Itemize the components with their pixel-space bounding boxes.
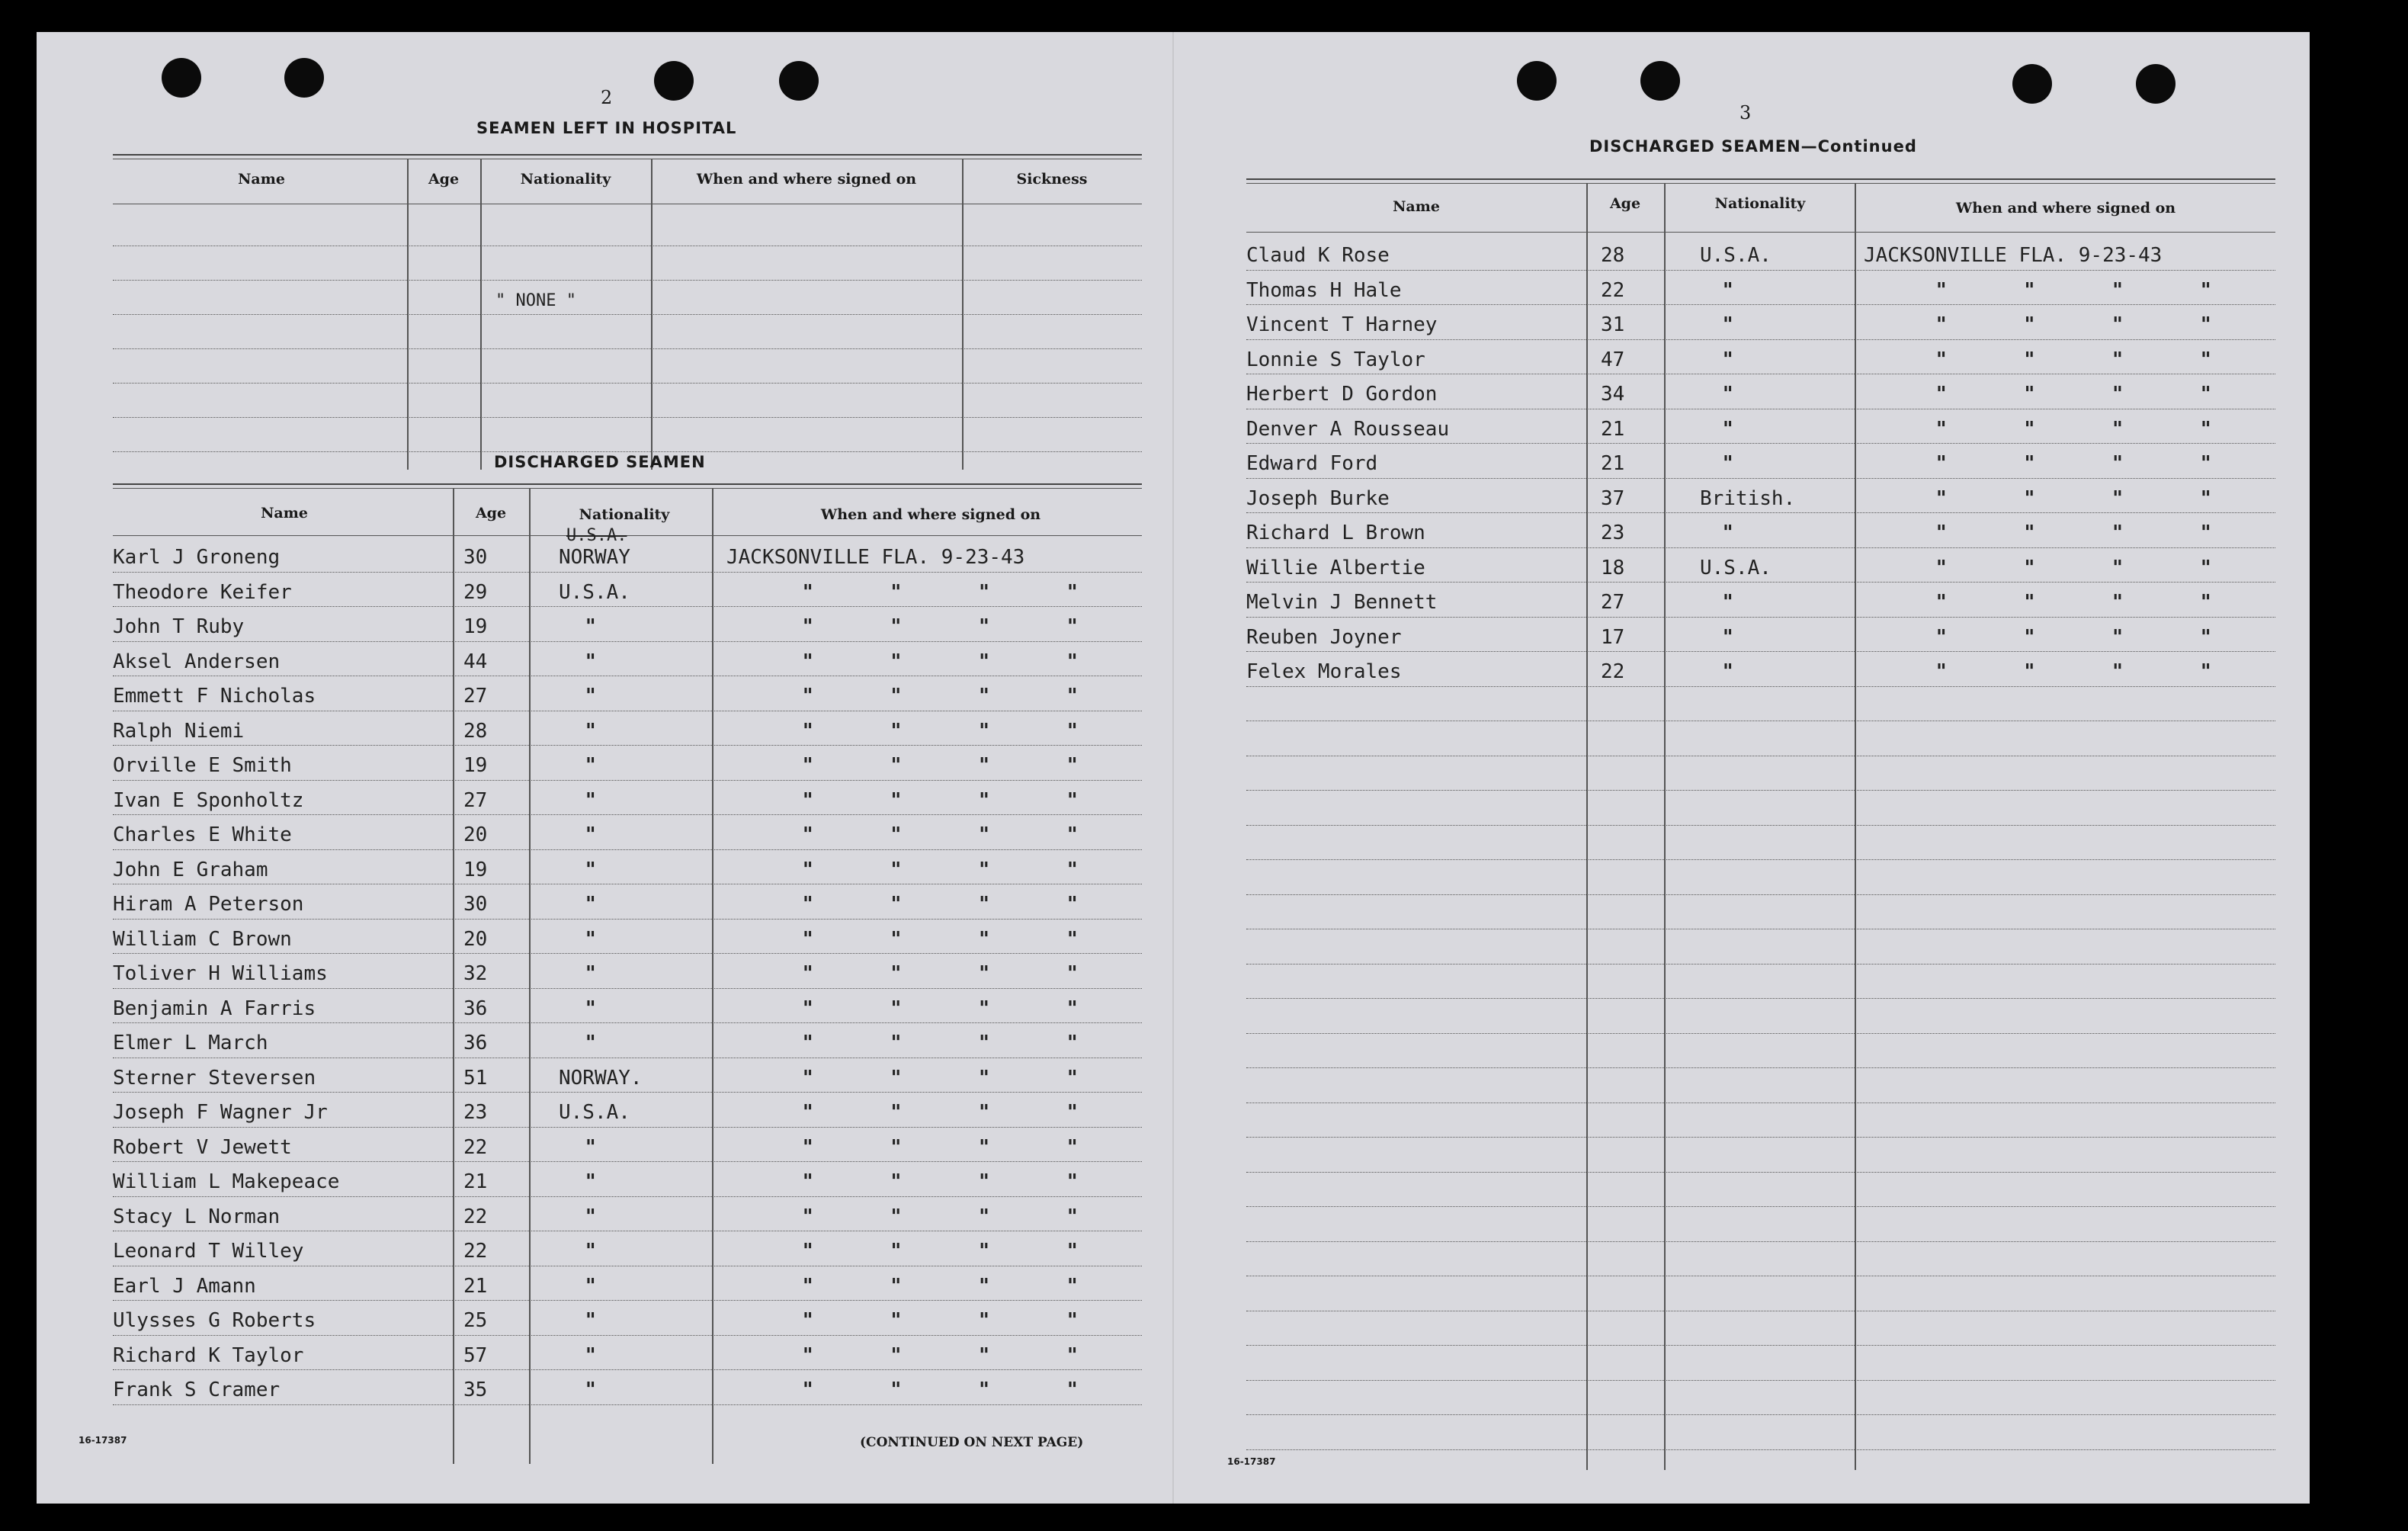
- seaman-signed-on: " " " ": [803, 1309, 1099, 1332]
- seaman-age: 28: [1601, 244, 1625, 267]
- punch-hole: [1517, 61, 1557, 101]
- seaman-signed-on: " " " ": [803, 650, 1099, 673]
- punch-hole: [1640, 61, 1680, 101]
- punch-hole: [654, 61, 694, 101]
- seaman-age: 18: [1601, 556, 1625, 579]
- seaman-signed-on: " " " ": [803, 788, 1099, 812]
- seaman-age: 30: [463, 546, 488, 569]
- nationality-strikeout: [566, 526, 627, 545]
- row-rule: [1246, 617, 2275, 618]
- seaman-signed-on: " " " ": [1936, 591, 2233, 614]
- row-rule: [113, 417, 1142, 418]
- seaman-nationality: ": [585, 823, 596, 846]
- row-rule: [1246, 478, 2275, 479]
- row-rule: [1246, 825, 2275, 826]
- seaman-signed-on: " " " ": [1936, 486, 2233, 510]
- seaman-signed-on: " " " ": [803, 1170, 1099, 1193]
- seaman-signed-on: " " " ": [803, 1135, 1099, 1159]
- seaman-signed-on: " " " ": [1936, 452, 2233, 475]
- seaman-age: 29: [463, 580, 488, 604]
- row-rule: [113, 919, 1142, 920]
- row-rule: [113, 1092, 1142, 1093]
- seaman-name: Hiram A Peterson: [113, 893, 304, 916]
- seaman-name: Claud K Rose: [1246, 244, 1390, 267]
- column-header-age: Age: [1609, 195, 1641, 212]
- column-header-name: Name: [1393, 198, 1440, 215]
- seaman-nationality: U.S.A.: [1700, 556, 1772, 579]
- table-rule: [1246, 232, 2275, 233]
- seaman-signed-on: " " " ": [803, 927, 1099, 951]
- seaman-nationality: ": [1723, 348, 1733, 371]
- row-rule: [113, 780, 1142, 781]
- seaman-nationality: ": [1723, 278, 1733, 302]
- seaman-name: Vincent T Harney: [1246, 313, 1438, 336]
- column-header-name: Name: [261, 505, 308, 522]
- seaman-nationality: U.S.A.: [559, 580, 630, 604]
- seaman-age: 28: [463, 719, 488, 743]
- seaman-age: 37: [1601, 486, 1625, 510]
- seaman-nationality: ": [1723, 522, 1733, 544]
- seaman-signed-on: " " " ": [1936, 348, 2233, 371]
- seaman-nationality: ": [585, 962, 596, 985]
- row-rule: [113, 383, 1142, 384]
- column-header-sickness: Sickness: [1016, 171, 1088, 188]
- column-header-nationality: Nationality: [1714, 195, 1806, 212]
- column-header-nationality: Nationality: [520, 171, 611, 188]
- seaman-signed-on: " " " ": [1936, 556, 2233, 579]
- seaman-age: 19: [463, 615, 488, 638]
- row-rule: [113, 572, 1142, 573]
- seaman-name: Joseph F Wagner Jr: [113, 1101, 328, 1124]
- seaman-signed-on: " " " ": [803, 754, 1099, 777]
- seaman-age: 35: [463, 1379, 488, 1401]
- seaman-name: Herbert D Gordon: [1246, 383, 1438, 406]
- continued-note: (CONTINUED ON NEXT PAGE): [860, 1435, 1084, 1450]
- seaman-nationality: ": [1723, 417, 1733, 441]
- seaman-nationality: ": [585, 1379, 596, 1401]
- seaman-age: 51: [463, 1066, 488, 1090]
- seaman-age: 22: [463, 1135, 488, 1159]
- seaman-age: 17: [1601, 625, 1625, 649]
- row-rule: [113, 1022, 1142, 1023]
- row-rule: [1246, 998, 2275, 999]
- seaman-name: Benjamin A Farris: [113, 997, 316, 1020]
- page-number: 2: [601, 87, 613, 108]
- seaman-age: 32: [463, 962, 488, 985]
- seaman-signed-on: " " " ": [803, 719, 1099, 743]
- seaman-name: Thomas H Hale: [1246, 278, 1402, 302]
- seaman-age: 19: [463, 754, 488, 777]
- seaman-signed-on: JACKSONVILLE FLA. 9-23-43: [726, 546, 1025, 569]
- seaman-nationality: ": [585, 1135, 596, 1159]
- seaman-name: Karl J Groneng: [113, 546, 281, 569]
- row-rule: [113, 606, 1142, 607]
- row-rule: [1246, 304, 2275, 305]
- row-rule: [1246, 1380, 2275, 1381]
- seaman-age: 21: [463, 1274, 488, 1298]
- seaman-signed-on: " " " ": [1936, 625, 2233, 649]
- column-header-signed-on: When and where signed on: [696, 171, 917, 188]
- form-number: 16-17387: [1227, 1456, 1276, 1467]
- seaman-age: 57: [463, 1343, 488, 1367]
- table-rule: [113, 154, 1142, 156]
- seaman-name: Earl J Amann: [113, 1274, 256, 1298]
- seaman-signed-on: " " " ": [803, 1066, 1099, 1090]
- seaman-signed-on: " " " ": [803, 1240, 1099, 1263]
- row-rule: [113, 1161, 1142, 1162]
- seaman-nationality: ": [585, 650, 596, 673]
- seaman-nationality: ": [585, 1309, 596, 1332]
- seaman-nationality: ": [585, 754, 596, 777]
- table-rule: [113, 483, 1142, 485]
- seaman-signed-on: " " " ": [1936, 383, 2233, 406]
- seaman-name: Joseph Burke: [1246, 486, 1390, 510]
- seaman-name: Robert V Jewett: [113, 1135, 292, 1159]
- row-rule: [1246, 651, 2275, 652]
- discharged-continued-title: DISCHARGED SEAMEN—Continued: [1589, 137, 1917, 156]
- punch-hole: [162, 58, 201, 98]
- row-rule: [113, 1369, 1142, 1370]
- seaman-name: Ulysses G Roberts: [113, 1309, 316, 1332]
- row-rule: [1246, 270, 2275, 271]
- row-rule: [1246, 339, 2275, 340]
- seaman-name: Elmer L March: [113, 1032, 268, 1054]
- column-header-signed-on: When and where signed on: [1955, 200, 2176, 217]
- seaman-age: 31: [1601, 313, 1625, 336]
- seaman-nationality: ": [585, 1274, 596, 1298]
- seaman-name: William C Brown: [113, 927, 292, 951]
- row-rule: [1246, 443, 2275, 444]
- seaman-age: 19: [463, 858, 488, 881]
- seaman-nationality: U.S.A.: [559, 1101, 630, 1124]
- row-rule: [113, 641, 1142, 642]
- row-rule: [1246, 1172, 2275, 1173]
- row-rule: [1246, 582, 2275, 583]
- row-rule: [113, 1300, 1142, 1301]
- row-rule: [113, 314, 1142, 315]
- seaman-nationality: U.S.A.: [1700, 244, 1772, 267]
- seaman-nationality: ": [585, 685, 596, 708]
- seaman-name: Lonnie S Taylor: [1246, 348, 1425, 371]
- column-header-age: Age: [428, 171, 460, 188]
- seaman-signed-on: " " " ": [803, 823, 1099, 846]
- seaman-signed-on: JACKSONVILLE FLA. 9-23-43: [1864, 244, 2163, 267]
- seaman-age: 44: [463, 650, 488, 673]
- row-rule: [1246, 1067, 2275, 1068]
- seaman-age: 21: [1601, 452, 1625, 475]
- table-rule: [113, 535, 1142, 536]
- seaman-nationality: ": [585, 1240, 596, 1263]
- row-rule: [113, 1404, 1142, 1405]
- seaman-signed-on: " " " ": [803, 962, 1099, 985]
- seaman-name: Sterner Steversen: [113, 1066, 316, 1090]
- seaman-signed-on: " " " ": [1936, 660, 2233, 683]
- seaman-nationality: ": [585, 1170, 596, 1193]
- seaman-signed-on: " " " ": [803, 580, 1099, 604]
- seaman-signed-on: " " " ": [803, 997, 1099, 1020]
- seaman-name: John T Ruby: [113, 615, 245, 638]
- seaman-signed-on: " " " ": [803, 615, 1099, 638]
- seaman-signed-on: " " " ": [1936, 278, 2233, 302]
- hospital-section-title: SEAMEN LEFT IN HOSPITAL: [476, 119, 737, 137]
- left-page: [37, 32, 1172, 1504]
- column-divider: [529, 488, 531, 1464]
- right-page: [1172, 32, 2310, 1504]
- seaman-signed-on: " " " ": [803, 1205, 1099, 1228]
- row-rule: [113, 814, 1142, 815]
- seaman-name: Charles E White: [113, 823, 292, 846]
- seaman-name: Ralph Niemi: [113, 719, 245, 743]
- seaman-name: Stacy L Norman: [113, 1205, 281, 1228]
- table-rule: [113, 488, 1142, 489]
- seaman-signed-on: " " " ": [1936, 313, 2233, 336]
- seaman-nationality: ": [585, 997, 596, 1020]
- row-rule: [1246, 1033, 2275, 1034]
- seaman-name: Willie Albertie: [1246, 556, 1425, 579]
- seaman-nationality: ": [585, 1205, 596, 1228]
- row-rule: [1246, 1345, 2275, 1346]
- seaman-name: Felex Morales: [1246, 660, 1402, 683]
- seaman-age: 27: [463, 685, 488, 708]
- seaman-age: 36: [463, 1032, 488, 1054]
- seaman-age: 20: [463, 823, 488, 846]
- seaman-nationality: ": [1723, 660, 1733, 683]
- seaman-nationality: NORWAY.: [559, 1066, 643, 1090]
- seaman-nationality: ": [585, 893, 596, 916]
- seaman-age: 21: [463, 1170, 488, 1193]
- form-number: 16-17387: [79, 1435, 127, 1446]
- seaman-signed-on: " " " ": [803, 1379, 1099, 1401]
- column-divider: [453, 488, 454, 1464]
- seaman-signed-on: " " " ": [803, 685, 1099, 708]
- column-header-age: Age: [475, 505, 507, 522]
- seaman-nationality: ": [585, 1343, 596, 1367]
- table-rule: [1246, 178, 2275, 180]
- column-header-nationality: Nationality: [579, 506, 670, 523]
- row-rule: [1246, 512, 2275, 513]
- column-divider: [1664, 183, 1666, 1470]
- seaman-name: Leonard T Willey: [113, 1240, 304, 1263]
- seaman-age: 22: [463, 1240, 488, 1263]
- seaman-nationality: ": [585, 858, 596, 881]
- seaman-age: 21: [1601, 417, 1625, 441]
- seaman-name: Edward Ford: [1246, 452, 1378, 475]
- seaman-name: Aksel Andersen: [113, 650, 281, 673]
- seaman-age: 22: [463, 1205, 488, 1228]
- column-divider: [1855, 183, 1856, 1470]
- seaman-signed-on: " " " ": [803, 858, 1099, 881]
- seaman-nationality: ": [1723, 625, 1733, 649]
- seaman-name: Ivan E Sponholtz: [113, 788, 304, 812]
- row-rule: [1246, 1449, 2275, 1450]
- seaman-name: Emmett F Nicholas: [113, 685, 316, 708]
- seaman-name: Richard K Taylor: [113, 1343, 304, 1367]
- column-header-signed-on: When and where signed on: [820, 506, 1041, 523]
- row-rule: [1246, 547, 2275, 548]
- seaman-nationality: ": [1723, 591, 1733, 614]
- seaman-nationality: ": [1723, 313, 1733, 336]
- row-rule: [1246, 686, 2275, 687]
- seaman-name: Reuben Joyner: [1246, 625, 1402, 649]
- seaman-signed-on: " " " ": [803, 893, 1099, 916]
- row-rule: [113, 1127, 1142, 1128]
- seaman-nationality: ": [585, 927, 596, 951]
- row-rule: [113, 953, 1142, 954]
- row-rule: [113, 1335, 1142, 1336]
- seaman-name: Toliver H Williams: [113, 962, 328, 985]
- punch-hole: [2012, 64, 2052, 104]
- seaman-signed-on: " " " ": [803, 1032, 1099, 1054]
- strikeout-text: U.S.A.: [566, 526, 627, 545]
- seaman-name: John E Graham: [113, 858, 268, 881]
- table-rule: [1246, 183, 2275, 184]
- hospital-entry: " NONE ": [495, 291, 576, 310]
- seaman-name: Melvin J Bennett: [1246, 591, 1438, 614]
- seaman-age: 23: [1601, 522, 1625, 544]
- seaman-age: 34: [1601, 383, 1625, 406]
- seaman-age: 22: [1601, 660, 1625, 683]
- punch-hole: [779, 61, 819, 101]
- discharged-section-title: DISCHARGED SEAMEN: [494, 453, 706, 471]
- seaman-age: 23: [463, 1101, 488, 1124]
- seaman-age: 27: [1601, 591, 1625, 614]
- column-divider: [712, 488, 713, 1464]
- row-rule: [113, 745, 1142, 746]
- page-number: 3: [1739, 102, 1752, 124]
- seaman-name: Frank S Cramer: [113, 1379, 281, 1401]
- seaman-age: 30: [463, 893, 488, 916]
- seaman-age: 47: [1601, 348, 1625, 371]
- punch-hole: [284, 58, 324, 98]
- row-rule: [113, 1196, 1142, 1197]
- seaman-age: 22: [1601, 278, 1625, 302]
- column-divider: [1586, 183, 1588, 1470]
- seaman-name: Orville E Smith: [113, 754, 292, 777]
- seaman-nationality: ": [585, 788, 596, 812]
- seaman-age: 20: [463, 927, 488, 951]
- seaman-age: 36: [463, 997, 488, 1020]
- seaman-nationality: ": [585, 615, 596, 638]
- seaman-nationality: ": [1723, 383, 1733, 406]
- seaman-age: 25: [463, 1309, 488, 1332]
- seaman-name: Denver A Rousseau: [1246, 417, 1450, 441]
- row-rule: [1246, 1137, 2275, 1138]
- seaman-signed-on: " " " ": [803, 1101, 1099, 1124]
- seaman-nationality: ": [585, 719, 596, 743]
- seaman-nationality: NORWAY: [559, 546, 630, 569]
- seaman-name: Theodore Keifer: [113, 580, 292, 604]
- punch-hole: [2136, 64, 2176, 104]
- seaman-name: William L Makepeace: [113, 1170, 340, 1193]
- seaman-signed-on: " " " ": [803, 1343, 1099, 1367]
- seaman-name: Richard L Brown: [1246, 522, 1425, 544]
- seaman-signed-on: " " " ": [803, 1274, 1099, 1298]
- column-header-name: Name: [238, 171, 285, 188]
- row-rule: [1246, 790, 2275, 791]
- row-rule: [113, 988, 1142, 989]
- row-rule: [113, 348, 1142, 349]
- seaman-age: 27: [463, 788, 488, 812]
- row-rule: [113, 280, 1142, 281]
- row-rule: [113, 849, 1142, 850]
- row-rule: [1246, 894, 2275, 895]
- seaman-nationality: ": [585, 1032, 596, 1054]
- row-rule: [1246, 1206, 2275, 1207]
- seaman-signed-on: " " " ": [1936, 417, 2233, 441]
- row-rule: [113, 451, 1142, 452]
- row-rule: [1246, 1414, 2275, 1415]
- row-rule: [1246, 859, 2275, 860]
- seaman-nationality: British.: [1700, 486, 1796, 510]
- seaman-signed-on: " " " ": [1936, 522, 2233, 544]
- row-rule: [1246, 1241, 2275, 1242]
- seaman-nationality: ": [1723, 452, 1733, 475]
